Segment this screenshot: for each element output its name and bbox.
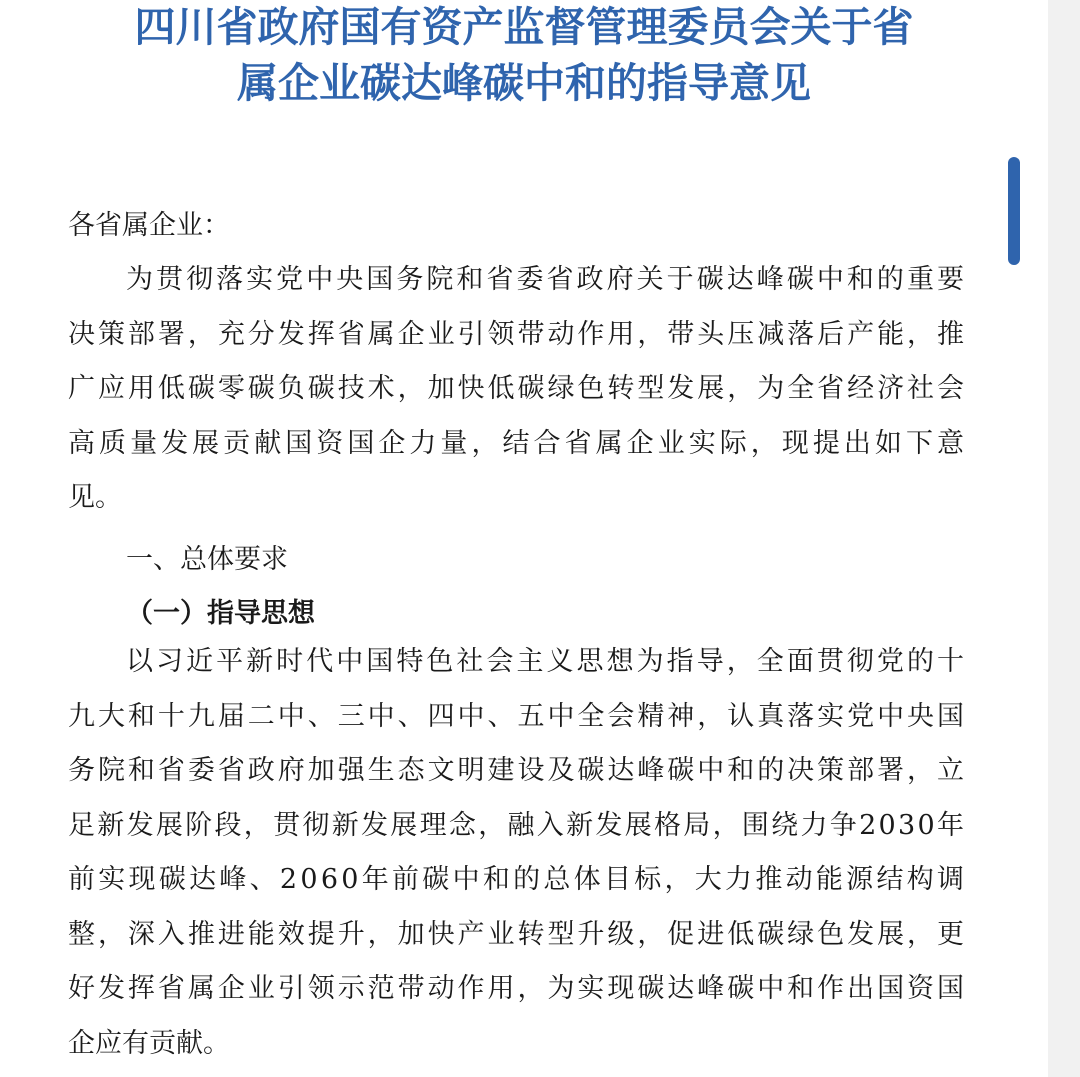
- intro-line-3: 广应用低碳零碳负碳技术，加快低碳绿色转型发展，为全省经济社会: [68, 373, 967, 404]
- intro-line-1: 为贯彻落实党中央国务院和省委省政府关于碳达峰碳中和的重要: [126, 264, 968, 295]
- document-title-line-2: 属企业碳达峰碳中和的指导意见: [237, 59, 811, 107]
- scrollbar-thumb[interactable]: [1008, 157, 1020, 265]
- intro-line-2: 决策部署，充分发挥省属企业引领带动作用，带头压减落后产能，推: [68, 319, 967, 350]
- body-line-5: 前实现碳达峰、2060年前碳中和的总体目标，大力推动能源结构调: [68, 864, 968, 895]
- body-line-3: 务院和省委省政府加强生态文明建设及碳达峰碳中和的决策部署，立: [68, 755, 967, 786]
- body-line-7: 好发挥省属企业引领示范带动作用，为实现碳达峰碳中和作出国资国: [68, 973, 967, 1004]
- body-line-1: 以习近平新时代中国特色社会主义思想为指导，全面贯彻党的十: [126, 646, 968, 677]
- salutation: 各省属企业：: [68, 210, 230, 241]
- body-line-8: 企应有贡献。: [68, 1028, 230, 1059]
- intro-line-4: 高质量发展贡献国资国企力量，结合省属企业实际，现提出如下意: [68, 428, 969, 459]
- section-heading-overall-requirements: 一、总体要求: [126, 544, 288, 575]
- body-line-2: 九大和十九届二中、三中、四中、五中全会精神，认真落实党中央国: [68, 701, 967, 732]
- subsection-heading-guiding-ideology: （一）指导思想: [126, 598, 315, 629]
- document-title-line-1: 四川省政府国有资产监督管理委员会关于省: [134, 3, 914, 51]
- page-side-gutter: [1048, 0, 1080, 1077]
- body-line-6: 整，深入推进能效提升，加快产业转型升级，促进低碳绿色发展，更: [68, 919, 967, 950]
- intro-line-5: 见。: [68, 482, 122, 513]
- body-line-4: 足新发展阶段，贯彻新发展理念，融入新发展格局，围绕力争2030年: [68, 810, 967, 841]
